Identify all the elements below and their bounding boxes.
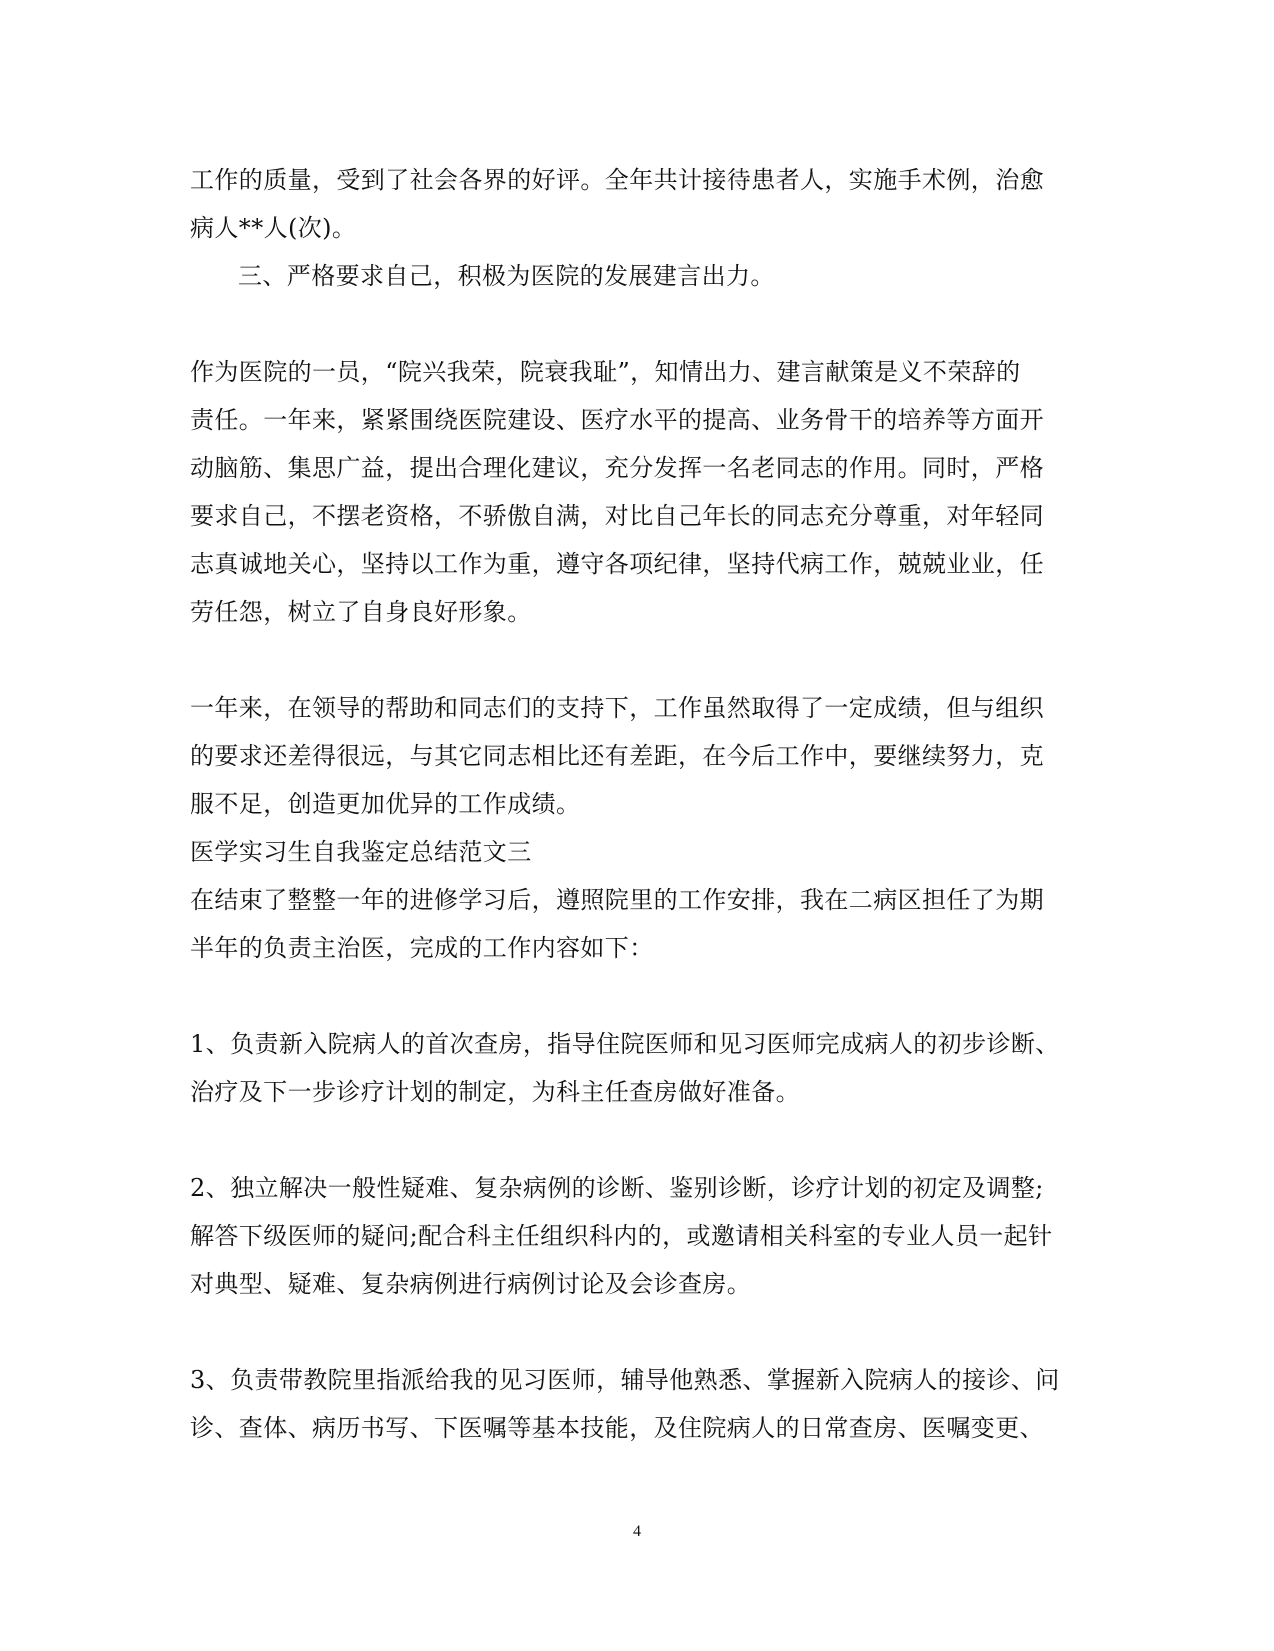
text-line: 病人**人(次)。 xyxy=(190,214,357,242)
paragraph-gap xyxy=(190,636,1080,684)
text-line: 诊、查体、病历书写、下医嘱等基本技能，及住院病人的日常查房、医嘱变更、 xyxy=(190,1414,1044,1442)
text-line: 服不足，创造更加优异的工作成绩。 xyxy=(190,790,581,818)
text-line: 工作的质量，受到了社会各界的好评。全年共计接待患者人，实施手术例，治愈 xyxy=(190,166,1044,194)
page-number: 4 xyxy=(633,1523,641,1540)
paragraph-gap xyxy=(190,1308,1080,1356)
text-line: 的要求还差得很远，与其它同志相比还有差距，在今后工作中，要继续努力，克 xyxy=(190,742,1044,770)
paragraph-gap xyxy=(190,300,1080,348)
text-line: 责任。一年来，紧紧围绕医院建设、医疗水平的提高、业务骨干的培养等方面开 xyxy=(190,406,1044,434)
text-line: 劳任怨，树立了自身良好形象。 xyxy=(190,598,532,626)
text-line: 要求自己，不摆老资格，不骄傲自满，对比自己年长的同志充分尊重，对年轻同 xyxy=(190,502,1044,530)
text-line: 动脑筋、集思广益，提出合理化建议，充分发挥一名老同志的作用。同时，严格 xyxy=(190,454,1044,482)
text-line: 作为医院的一员，“院兴我荣，院衰我耻”，知情出力、建言献策是义不荣辞的 xyxy=(190,358,1021,386)
paragraph-gap xyxy=(190,1116,1080,1164)
paragraph-gap xyxy=(190,972,1080,1020)
text-line: 在结束了整整一年的进修学习后，遵照院里的工作安排，我在二病区担任了为期 xyxy=(190,886,1044,914)
text-line: 治疗及下一步诊疗计划的制定，为科主任查房做好准备。 xyxy=(190,1078,800,1106)
article-title: 医学实习生自我鉴定总结范文三 xyxy=(190,838,532,866)
text-line: 解答下级医师的疑问;配合科主任组织科内的，或邀请相关科室的专业人员一起针 xyxy=(190,1222,1053,1250)
list-item-3: 3、负责带教院里指派给我的见习医师，辅导他熟悉、掌握新入院病人的接诊、问 xyxy=(190,1366,1060,1394)
list-item-1: 1、负责新入院病人的首次查房，指导住院医师和见习医师完成病人的初步诊断、 xyxy=(190,1030,1060,1058)
text-line: 对典型、疑难、复杂病例进行病例讨论及会诊查房。 xyxy=(190,1270,752,1298)
text-line: 志真诚地关心，坚持以工作为重，遵守各项纪律，坚持代病工作，兢兢业业，任 xyxy=(190,550,1044,578)
text-line: 一年来，在领导的帮助和同志们的支持下，工作虽然取得了一定成绩，但与组织 xyxy=(190,694,1044,722)
document-body xyxy=(190,156,1080,1452)
text-line: 半年的负责主治医，完成的工作内容如下： xyxy=(190,934,654,962)
section-heading: 三、严格要求自己，积极为医院的发展建言出力。 xyxy=(238,262,775,290)
list-item-2: 2、独立解决一般性疑难、复杂病例的诊断、鉴别诊断，诊疗计划的初定及调整; xyxy=(190,1174,1044,1202)
